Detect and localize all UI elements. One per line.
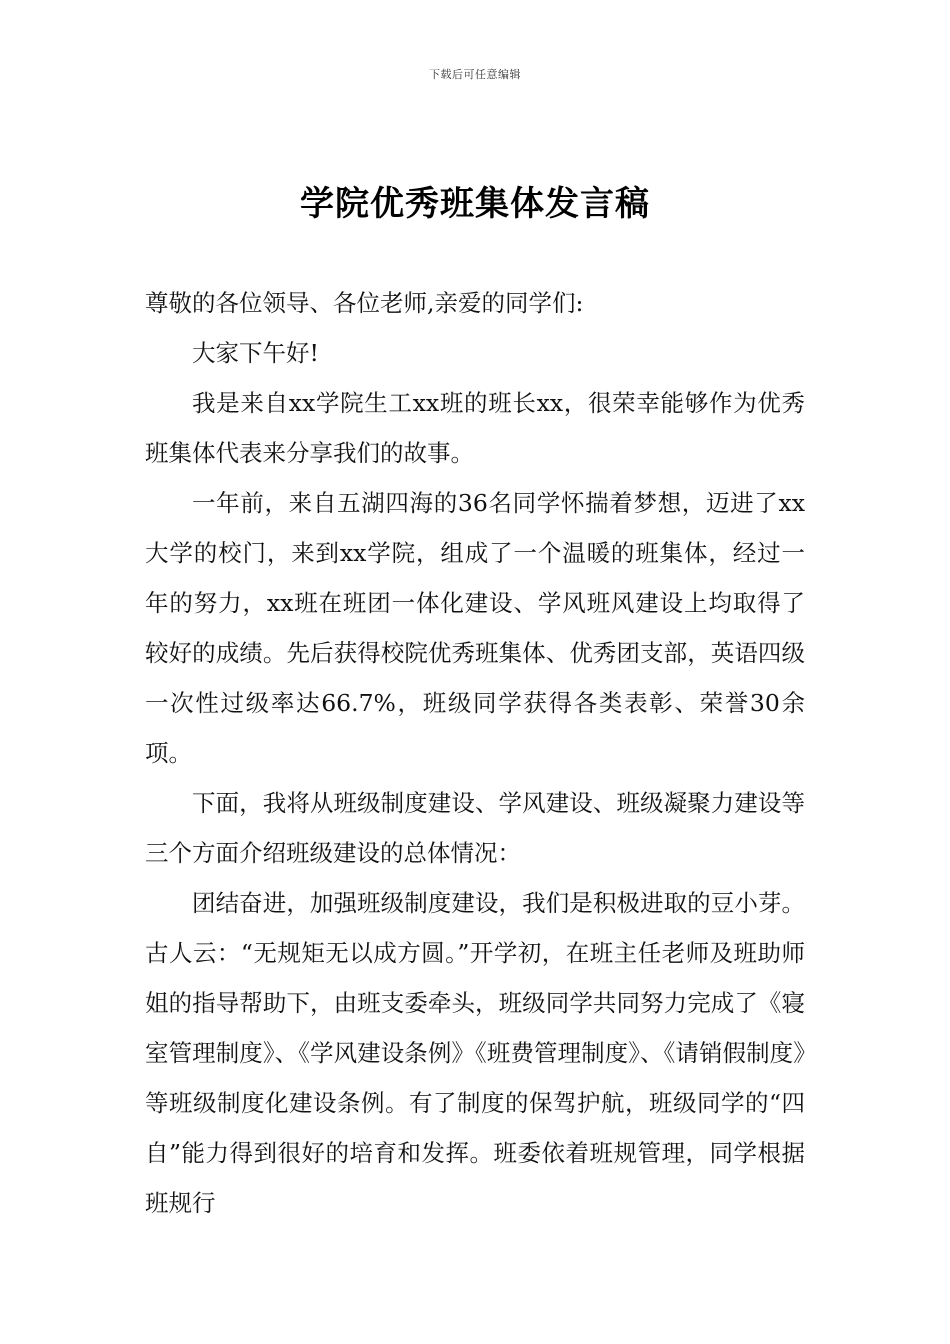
greeting-paragraph: 大家下午好!	[192, 339, 319, 367]
document-body	[145, 278, 805, 1228]
header-note: 下载后可任意编辑	[429, 68, 521, 81]
achievements-paragraph: 一年前，来自五湖四海的36名同学怀揣着梦想，迈进了xx大学的校门，来到xx学院，组成了一个温暖的班集体，经过一年的努力，xx班在班团一体化建设、学风班风建设上均取得了较好的成绩。先后获得校院优秀班集体、优秀团支部，英语四级一次性过级率达66.7%，班级同学获得各类表彰、荣誉30余项。	[145, 489, 805, 767]
system-building-paragraph: 团结奋进，加强班级制度建设，我们是积极进取的豆小芽。古人云：“无规矩无以成方圆。”开学初，在班主任老师及班助师姐的指导帮助下，由班支委牵头，班级同学共同努力完成了《寝室管理制度》、《学风建设条例》《班费管理制度》、《请销假制度》等班级制度化建设条例。有了制度的保驾护航，班级同学的“四自”能力得到很好的培育和发挥。班委依着班规管理，同学根据班规行	[145, 889, 805, 1217]
salutation-paragraph: 尊敬的各位领导、各位老师,亲爱的同学们:	[145, 289, 584, 317]
overview-paragraph: 下面，我将从班级制度建设、学风建设、班级凝聚力建设等三个方面介绍班级建设的总体情况：	[145, 789, 805, 867]
intro-paragraph: 我是来自xx学院生工xx班的班长xx，很荣幸能够作为优秀班集体代表来分享我们的故事。	[145, 389, 805, 467]
document-title: 学院优秀班集体发言稿	[300, 184, 650, 224]
